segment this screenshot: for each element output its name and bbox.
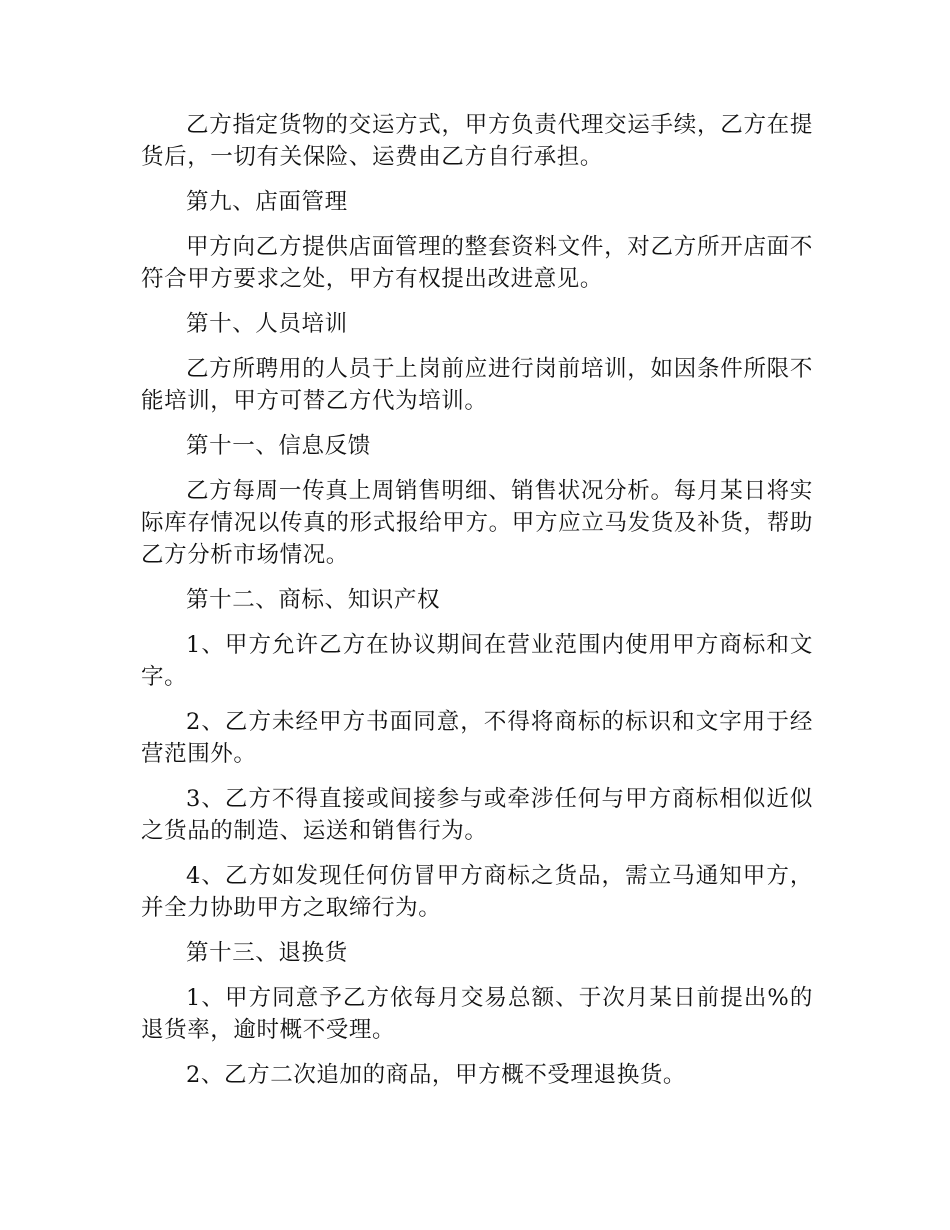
document-page (141, 109, 813, 1104)
paragraph-returns-1: 1、甲方同意予乙方依每月交易总额、于次月某日前提出%的退货率，逾时概不受理。 (141, 985, 813, 1043)
paragraph-feedback: 乙方每周一传真上周销售明细、销售状况分析。每月某日将实际库存情况以传真的形式报给甲方。甲方应立马发货及补货，帮助乙方分析市场情况。 (141, 478, 813, 568)
paragraph-trademark-1: 1、甲方允许乙方在协议期间在营业范围内使用甲方商标和文字。 (141, 632, 813, 690)
section-heading-returns: 第十三、退换货 (186, 940, 348, 966)
section-heading-store-management: 第九、店面管理 (186, 189, 348, 215)
section-heading-trademark: 第十二、商标、知识产权 (186, 587, 441, 613)
section-heading-feedback: 第十一、信息反馈 (186, 433, 371, 459)
section-heading-staff-training: 第十、人员培训 (186, 311, 348, 337)
paragraph-staff-training: 乙方所聘用的人员于上岗前应进行岗前培训，如因条件所限不能培训，甲方可替乙方代为培训。 (141, 356, 813, 414)
paragraph-trademark-3: 3、乙方不得直接或间接参与或牵涉任何与甲方商标相似近似之货品的制造、运送和销售行为。 (141, 786, 813, 844)
paragraph-shipping: 乙方指定货物的交运方式，甲方负责代理交运手续，乙方在提货后，一切有关保险、运费由乙方自行承担。 (141, 112, 813, 170)
paragraph-trademark-2: 2、乙方未经甲方书面同意，不得将商标的标识和文字用于经营范围外。 (141, 709, 813, 767)
paragraph-trademark-4: 4、乙方如发现任何仿冒甲方商标之货品，需立马通知甲方，并全力协助甲方之取缔行为。 (141, 863, 813, 921)
paragraph-returns-2: 2、乙方二次追加的商品，甲方概不受理退换货。 (186, 1062, 687, 1088)
paragraph-store-management: 甲方向乙方提供店面管理的整套资料文件，对乙方所开店面不符合甲方要求之处，甲方有权提出改进意见。 (141, 234, 813, 292)
